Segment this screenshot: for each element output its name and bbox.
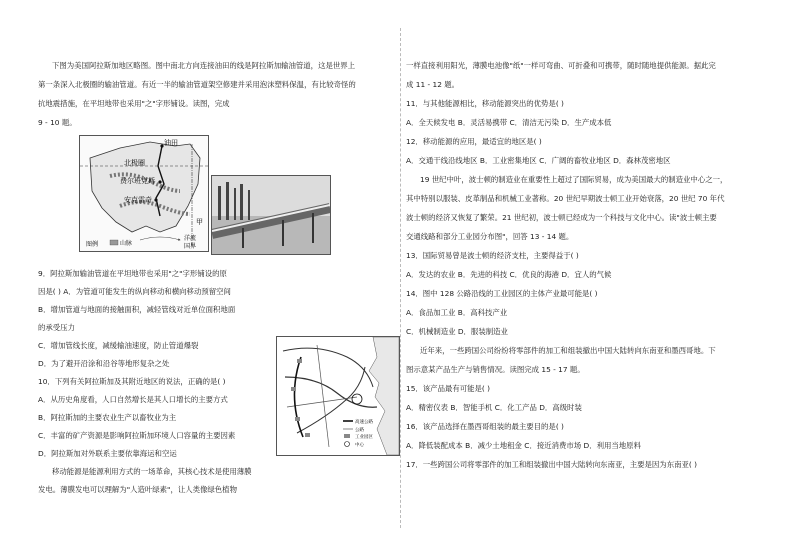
q13-stem: 13．国际贸易曾是波士顿的经济支柱，主要得益于( ) <box>406 251 579 260</box>
label-jia: 甲 <box>196 218 203 226</box>
para2-line-1: 移动能源是能源利用方式的一场革命，其核心技术是使用薄膜 <box>52 467 252 476</box>
para4-line-1: 近年来，一些跨国公司纷纷将零部件的加工和组装撤出中国大陆转向东南亚和墨西哥地。下 <box>420 346 716 355</box>
intro-line-4: 9 - 10 题。 <box>38 118 77 127</box>
q13-options: A．发达的农业 B．先进的科技 C．优良的海港 D．宜人的气候 <box>406 270 612 279</box>
label-fairbanks: 费尔班克斯 <box>120 177 155 185</box>
para4-line-2: 图示意某产品生产与销售情况。读图完成 15 - 17 题。 <box>406 365 585 374</box>
q10-stem: 10．下列有关阿拉斯加及其附近地区的说法，正确的是( ) <box>38 377 226 386</box>
q17-stem: 17．一些跨国公司将零部件的加工和组装撤出中国大陆转向东南亚，主要是因为东南亚( ) <box>406 460 697 469</box>
para3-line-1: 19 世纪中叶，波士顿的制造业在重要性上超过了国际贸易，成为美国最大的制造业中心之一， <box>420 175 728 184</box>
q10-option-b: B．阿拉斯加的主要农业生产以畜牧业为主 <box>38 413 177 422</box>
pipeline-photo-svg <box>212 176 330 254</box>
column-divider <box>400 28 401 528</box>
boston-legend-1: 高速公路 <box>355 420 373 425</box>
boston-legend-3: 工业园区 <box>355 435 373 440</box>
q16-stem: 16．该产品选择在墨西哥组装的最主要目的是( ) <box>406 422 564 431</box>
q9-line-2: 因是( ) A．为管道可能发生的纵向移动和横向移动预留空间 <box>38 287 231 296</box>
legend-mountain: 山脉 <box>120 240 133 247</box>
q10-option-c: C．丰富的矿产资源是影响阿拉斯加环境人口容量的主要因素 <box>38 431 236 440</box>
legend-current: 洋流 <box>184 235 197 242</box>
pipeline-photo <box>211 175 331 255</box>
q14-options-ab: A．食品加工业 B．高科技产业 <box>406 308 508 317</box>
q10-option-a: A．从历史角度看，人口自然增长是其人口增长的主要方式 <box>38 395 228 404</box>
q9-option-d: D．为了避开沿涂和沿谷等地形复杂之处 <box>38 359 170 368</box>
legend-border: 国界 <box>184 243 197 250</box>
q12-options: A．交通干线沿线地区 B．工业密集地区 C．广阔的畜牧业地区 D．森林茂密地区 <box>406 156 671 165</box>
para2-line-3: 一样直接利用阳光，薄膜电池像"纸"一样可弯曲、可折叠和可携带，随时随地提供能源。据此完 <box>406 61 716 70</box>
alaska-map <box>79 135 209 252</box>
q12-stem: 12．移动能源的应用，最适宜的地区是( ) <box>406 137 542 146</box>
q9-option-b-1: B．增加管道与地面的接触面积，减轻管线对近单位面积地面 <box>38 305 236 314</box>
boston-legend-4: 中心 <box>355 443 364 448</box>
q10-option-d: D．阿拉斯加对外联系主要依靠海运和空运 <box>38 449 177 458</box>
q15-stem: 15．该产品最有可能是( ) <box>406 384 491 393</box>
q16-options: A．降低装配成本 B．减少土地租金 C．接近消费市场 D．利用当地原料 <box>406 441 641 450</box>
para2-line-2: 发电。薄膜发电可以理解为"人造叶绿素"，让人类像绿色植物 <box>38 485 237 494</box>
q9-option-c: C．增加管线长度，减缓输油速度，防止管道爆裂 <box>38 341 199 350</box>
intro-line-1: 下图为美国阿拉斯加地区略图。图中南北方向连接油田的线是阿拉斯加输油管道，这是世界上 <box>52 61 356 70</box>
q14-options-cd: C．机械制造业 D．服装制造业 <box>406 327 508 336</box>
para3-line-4: 交通线路和部分工业园分布图"，回答 13 - 14 题。 <box>406 232 574 241</box>
boston-map-svg <box>277 337 399 455</box>
label-anchorage: 安克雷奇 <box>124 196 152 204</box>
label-arctic-circle: 北极圈 <box>124 159 145 167</box>
para3-line-2: 其中特别以服装、皮革制品和机械工业著称。20 世纪早期波士顿工业开始衰落，20 世纪 70 年代 <box>406 194 725 203</box>
alaska-map-svg <box>80 136 208 251</box>
para3-line-3: 波士顿的经济又恢复了繁荣。21 世纪初，波士顿已经成为一个科技与文化中心。读"波士顿主要 <box>406 213 717 222</box>
legend-title: 图例 <box>86 241 99 248</box>
q11-options: A．全天候发电 B．灵活易携带 C．清洁无污染 D．生产成本低 <box>406 118 612 127</box>
intro-line-3: 抗地震措施，在平坦地带也采用"之"字形铺设。读图，完成 <box>38 99 230 108</box>
label-oilfield: 油田 <box>164 139 178 147</box>
boston-map <box>276 336 400 456</box>
q15-options: A．精密仪表 B．智能手机 C．化工产品 D．高级时装 <box>406 403 582 412</box>
q9-line-1: 9．阿拉斯加输油管道在平坦地带也采用"之"字形铺设的原 <box>38 269 227 278</box>
q14-stem: 14．图中 128 公路沿线的工业园区的主体产业最可能是( ) <box>406 289 598 298</box>
q9-option-b-2: 的承受压力 <box>38 323 75 332</box>
boston-legend-2: 公路 <box>355 428 364 433</box>
intro-line-2: 第一条深入北极圈的输油管道。有近一半的输油管道架空修建并采用泡沫塑料保温，有比较奇怪的 <box>38 80 356 89</box>
q11-stem: 11．与其他能源相比，移动能源突出的优势是( ) <box>406 99 564 108</box>
para2-line-4: 成 11 - 12 题。 <box>406 80 460 89</box>
